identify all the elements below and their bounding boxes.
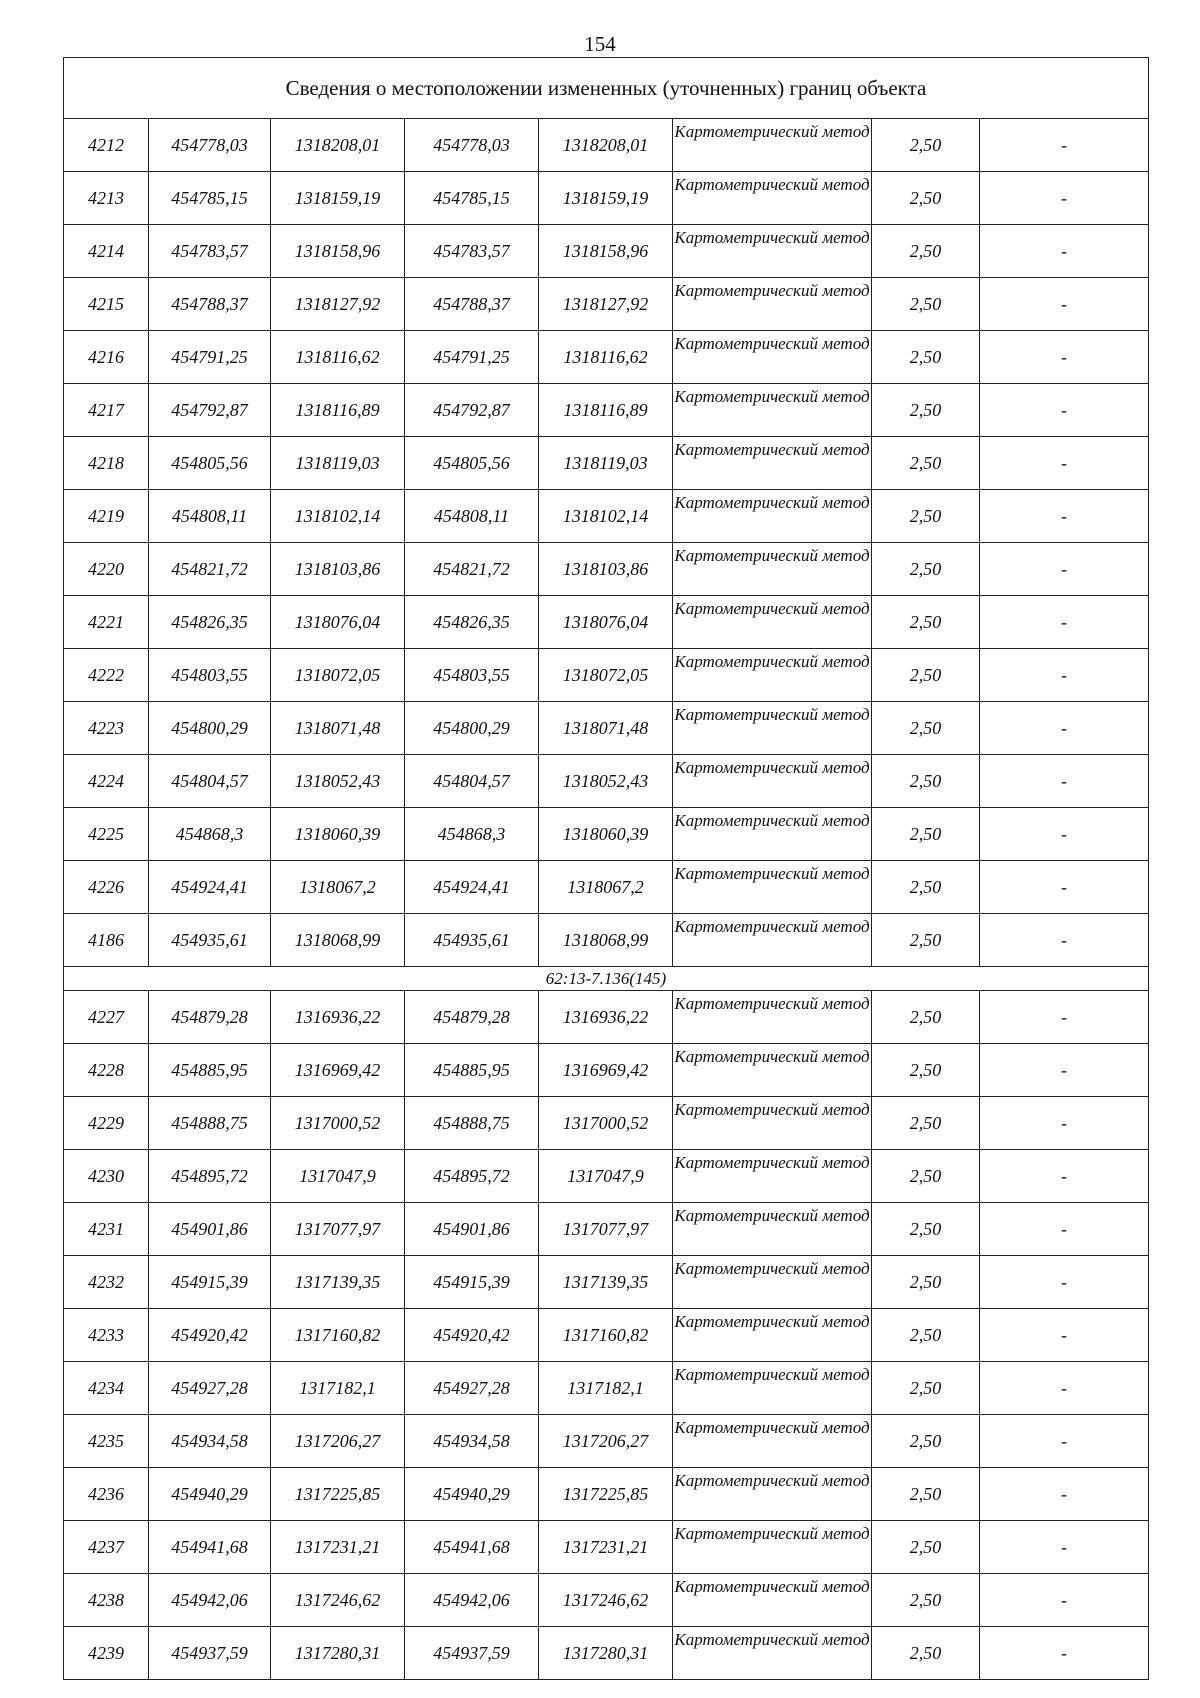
table-row xyxy=(64,1097,1149,1150)
description-cell: - xyxy=(980,1627,1149,1680)
method-cell: Картометрический метод xyxy=(673,1097,872,1150)
description-cell: - xyxy=(980,119,1149,172)
accuracy-cell: 2,50 xyxy=(872,1627,980,1680)
accuracy-cell: 2,50 xyxy=(872,991,980,1044)
method-cell: Картометрический метод xyxy=(673,914,872,967)
table-row xyxy=(64,1468,1149,1521)
method-cell: Картометрический метод xyxy=(673,702,872,755)
point-number-cell: 4223 xyxy=(64,702,149,755)
method-cell: Картометрический метод xyxy=(673,1574,872,1627)
y-refined-cell: 1318119,03 xyxy=(539,437,673,490)
x-existing-cell: 454868,3 xyxy=(149,808,271,861)
table-row xyxy=(64,1521,1149,1574)
accuracy-cell: 2,50 xyxy=(872,1521,980,1574)
method-cell: Картометрический метод xyxy=(673,331,872,384)
y-existing-cell: 1317225,85 xyxy=(271,1468,405,1521)
description-cell: - xyxy=(980,1150,1149,1203)
y-existing-cell: 1317231,21 xyxy=(271,1521,405,1574)
description-cell: - xyxy=(980,225,1149,278)
section-row xyxy=(64,967,1149,991)
y-existing-cell: 1318116,89 xyxy=(271,384,405,437)
table-row xyxy=(64,384,1149,437)
accuracy-cell: 2,50 xyxy=(872,861,980,914)
accuracy-cell: 2,50 xyxy=(872,172,980,225)
x-refined-cell: 454937,59 xyxy=(405,1627,539,1680)
accuracy-cell: 2,50 xyxy=(872,278,980,331)
accuracy-cell: 2,50 xyxy=(872,1468,980,1521)
table-row xyxy=(64,1203,1149,1256)
table-row xyxy=(64,1627,1149,1680)
x-existing-cell: 454804,57 xyxy=(149,755,271,808)
x-existing-cell: 454788,37 xyxy=(149,278,271,331)
x-existing-cell: 454915,39 xyxy=(149,1256,271,1309)
table-row xyxy=(64,172,1149,225)
y-refined-cell: 1318060,39 xyxy=(539,808,673,861)
y-refined-cell: 1316969,42 xyxy=(539,1044,673,1097)
point-number-cell: 4232 xyxy=(64,1256,149,1309)
y-refined-cell: 1317231,21 xyxy=(539,1521,673,1574)
table-row xyxy=(64,755,1149,808)
accuracy-cell: 2,50 xyxy=(872,1415,980,1468)
x-refined-cell: 454935,61 xyxy=(405,914,539,967)
x-refined-cell: 454885,95 xyxy=(405,1044,539,1097)
x-existing-cell: 454821,72 xyxy=(149,543,271,596)
y-existing-cell: 1318052,43 xyxy=(271,755,405,808)
x-existing-cell: 454934,58 xyxy=(149,1415,271,1468)
x-existing-cell: 454937,59 xyxy=(149,1627,271,1680)
table-row xyxy=(64,914,1149,967)
method-cell: Картометрический метод xyxy=(673,755,872,808)
table-title: Сведения о местоположении измененных (уточненных) границ объекта xyxy=(64,58,1149,119)
x-existing-cell: 454800,29 xyxy=(149,702,271,755)
method-cell: Картометрический метод xyxy=(673,1627,872,1680)
accuracy-cell: 2,50 xyxy=(872,596,980,649)
table-body xyxy=(64,58,1149,1680)
y-existing-cell: 1318102,14 xyxy=(271,490,405,543)
x-refined-cell: 454805,56 xyxy=(405,437,539,490)
description-cell: - xyxy=(980,649,1149,702)
accuracy-cell: 2,50 xyxy=(872,1044,980,1097)
y-refined-cell: 1317000,52 xyxy=(539,1097,673,1150)
method-cell: Картометрический метод xyxy=(673,1521,872,1574)
x-existing-cell: 454941,68 xyxy=(149,1521,271,1574)
x-refined-cell: 454785,15 xyxy=(405,172,539,225)
x-refined-cell: 454920,42 xyxy=(405,1309,539,1362)
table-row xyxy=(64,861,1149,914)
y-refined-cell: 1318127,92 xyxy=(539,278,673,331)
point-number-cell: 4231 xyxy=(64,1203,149,1256)
y-existing-cell: 1317246,62 xyxy=(271,1574,405,1627)
point-number-cell: 4230 xyxy=(64,1150,149,1203)
point-number-cell: 4226 xyxy=(64,861,149,914)
table-row xyxy=(64,1415,1149,1468)
method-cell: Картометрический метод xyxy=(673,225,872,278)
accuracy-cell: 2,50 xyxy=(872,437,980,490)
y-refined-cell: 1318071,48 xyxy=(539,702,673,755)
x-existing-cell: 454924,41 xyxy=(149,861,271,914)
description-cell: - xyxy=(980,755,1149,808)
table-title-row xyxy=(64,58,1149,119)
y-existing-cell: 1317280,31 xyxy=(271,1627,405,1680)
y-existing-cell: 1318116,62 xyxy=(271,331,405,384)
x-refined-cell: 454791,25 xyxy=(405,331,539,384)
point-number-cell: 4238 xyxy=(64,1574,149,1627)
table-row xyxy=(64,702,1149,755)
description-cell: - xyxy=(980,384,1149,437)
x-existing-cell: 454792,87 xyxy=(149,384,271,437)
description-cell: - xyxy=(980,1362,1149,1415)
method-cell: Картометрический метод xyxy=(673,1044,872,1097)
description-cell: - xyxy=(980,861,1149,914)
y-refined-cell: 1318103,86 xyxy=(539,543,673,596)
y-existing-cell: 1318072,05 xyxy=(271,649,405,702)
point-number-cell: 4227 xyxy=(64,991,149,1044)
y-existing-cell: 1318067,2 xyxy=(271,861,405,914)
y-refined-cell: 1318159,19 xyxy=(539,172,673,225)
description-cell: - xyxy=(980,596,1149,649)
section-label: 62:13-7.136(145) xyxy=(64,967,1149,991)
description-cell: - xyxy=(980,914,1149,967)
table-row xyxy=(64,278,1149,331)
table-row xyxy=(64,490,1149,543)
accuracy-cell: 2,50 xyxy=(872,384,980,437)
table-row xyxy=(64,119,1149,172)
description-cell: - xyxy=(980,1468,1149,1521)
x-refined-cell: 454800,29 xyxy=(405,702,539,755)
method-cell: Картометрический метод xyxy=(673,437,872,490)
y-existing-cell: 1316936,22 xyxy=(271,991,405,1044)
x-existing-cell: 454927,28 xyxy=(149,1362,271,1415)
method-cell: Картометрический метод xyxy=(673,1362,872,1415)
point-number-cell: 4236 xyxy=(64,1468,149,1521)
accuracy-cell: 2,50 xyxy=(872,1574,980,1627)
x-refined-cell: 454788,37 xyxy=(405,278,539,331)
description-cell: - xyxy=(980,1044,1149,1097)
point-number-cell: 4237 xyxy=(64,1521,149,1574)
x-refined-cell: 454803,55 xyxy=(405,649,539,702)
x-refined-cell: 454804,57 xyxy=(405,755,539,808)
method-cell: Картометрический метод xyxy=(673,490,872,543)
method-cell: Картометрический метод xyxy=(673,861,872,914)
y-existing-cell: 1317077,97 xyxy=(271,1203,405,1256)
point-number-cell: 4224 xyxy=(64,755,149,808)
y-refined-cell: 1318072,05 xyxy=(539,649,673,702)
method-cell: Картометрический метод xyxy=(673,808,872,861)
accuracy-cell: 2,50 xyxy=(872,649,980,702)
y-refined-cell: 1317139,35 xyxy=(539,1256,673,1309)
point-number-cell: 4222 xyxy=(64,649,149,702)
y-refined-cell: 1318052,43 xyxy=(539,755,673,808)
method-cell: Картометрический метод xyxy=(673,1203,872,1256)
x-existing-cell: 454901,86 xyxy=(149,1203,271,1256)
x-refined-cell: 454783,57 xyxy=(405,225,539,278)
point-number-cell: 4216 xyxy=(64,331,149,384)
point-number-cell: 4228 xyxy=(64,1044,149,1097)
x-existing-cell: 454826,35 xyxy=(149,596,271,649)
point-number-cell: 4239 xyxy=(64,1627,149,1680)
x-existing-cell: 454920,42 xyxy=(149,1309,271,1362)
description-cell: - xyxy=(980,1415,1149,1468)
point-number-cell: 4220 xyxy=(64,543,149,596)
method-cell: Картометрический метод xyxy=(673,1468,872,1521)
description-cell: - xyxy=(980,490,1149,543)
x-refined-cell: 454915,39 xyxy=(405,1256,539,1309)
accuracy-cell: 2,50 xyxy=(872,119,980,172)
accuracy-cell: 2,50 xyxy=(872,543,980,596)
x-existing-cell: 454895,72 xyxy=(149,1150,271,1203)
x-refined-cell: 454940,29 xyxy=(405,1468,539,1521)
point-number-cell: 4215 xyxy=(64,278,149,331)
y-existing-cell: 1318071,48 xyxy=(271,702,405,755)
method-cell: Картометрический метод xyxy=(673,543,872,596)
description-cell: - xyxy=(980,437,1149,490)
accuracy-cell: 2,50 xyxy=(872,808,980,861)
y-existing-cell: 1317206,27 xyxy=(271,1415,405,1468)
point-number-cell: 4229 xyxy=(64,1097,149,1150)
point-number-cell: 4212 xyxy=(64,119,149,172)
point-number-cell: 4221 xyxy=(64,596,149,649)
table-row xyxy=(64,808,1149,861)
description-cell: - xyxy=(980,991,1149,1044)
y-existing-cell: 1318076,04 xyxy=(271,596,405,649)
method-cell: Картометрический метод xyxy=(673,119,872,172)
y-existing-cell: 1317000,52 xyxy=(271,1097,405,1150)
y-existing-cell: 1318060,39 xyxy=(271,808,405,861)
x-existing-cell: 454805,56 xyxy=(149,437,271,490)
x-refined-cell: 454879,28 xyxy=(405,991,539,1044)
x-refined-cell: 454808,11 xyxy=(405,490,539,543)
method-cell: Картометрический метод xyxy=(673,991,872,1044)
table-row xyxy=(64,1150,1149,1203)
description-cell: - xyxy=(980,1574,1149,1627)
description-cell: - xyxy=(980,1256,1149,1309)
y-refined-cell: 1317280,31 xyxy=(539,1627,673,1680)
y-refined-cell: 1318116,89 xyxy=(539,384,673,437)
x-existing-cell: 454940,29 xyxy=(149,1468,271,1521)
point-number-cell: 4219 xyxy=(64,490,149,543)
accuracy-cell: 2,50 xyxy=(872,331,980,384)
table-row xyxy=(64,225,1149,278)
y-existing-cell: 1318208,01 xyxy=(271,119,405,172)
boundary-coordinates-table xyxy=(63,57,1149,1680)
point-number-cell: 4233 xyxy=(64,1309,149,1362)
point-number-cell: 4214 xyxy=(64,225,149,278)
y-refined-cell: 1318076,04 xyxy=(539,596,673,649)
y-refined-cell: 1318102,14 xyxy=(539,490,673,543)
y-existing-cell: 1317182,1 xyxy=(271,1362,405,1415)
point-number-cell: 4186 xyxy=(64,914,149,967)
accuracy-cell: 2,50 xyxy=(872,1256,980,1309)
y-refined-cell: 1318067,2 xyxy=(539,861,673,914)
method-cell: Картометрический метод xyxy=(673,649,872,702)
x-existing-cell: 454778,03 xyxy=(149,119,271,172)
x-refined-cell: 454868,3 xyxy=(405,808,539,861)
point-number-cell: 4235 xyxy=(64,1415,149,1468)
accuracy-cell: 2,50 xyxy=(872,755,980,808)
y-existing-cell: 1318158,96 xyxy=(271,225,405,278)
point-number-cell: 4234 xyxy=(64,1362,149,1415)
x-refined-cell: 454778,03 xyxy=(405,119,539,172)
x-refined-cell: 454826,35 xyxy=(405,596,539,649)
page-number: 154 xyxy=(584,32,616,56)
y-existing-cell: 1318103,86 xyxy=(271,543,405,596)
method-cell: Картометрический метод xyxy=(673,384,872,437)
y-existing-cell: 1318119,03 xyxy=(271,437,405,490)
y-refined-cell: 1318208,01 xyxy=(539,119,673,172)
description-cell: - xyxy=(980,1309,1149,1362)
table-row xyxy=(64,543,1149,596)
method-cell: Картометрический метод xyxy=(673,1415,872,1468)
x-existing-cell: 454942,06 xyxy=(149,1574,271,1627)
method-cell: Картометрический метод xyxy=(673,596,872,649)
x-refined-cell: 454924,41 xyxy=(405,861,539,914)
x-existing-cell: 454888,75 xyxy=(149,1097,271,1150)
table-row xyxy=(64,437,1149,490)
x-refined-cell: 454901,86 xyxy=(405,1203,539,1256)
table-row xyxy=(64,331,1149,384)
y-existing-cell: 1317047,9 xyxy=(271,1150,405,1203)
x-refined-cell: 454792,87 xyxy=(405,384,539,437)
table-row xyxy=(64,1362,1149,1415)
accuracy-cell: 2,50 xyxy=(872,225,980,278)
point-number-cell: 4225 xyxy=(64,808,149,861)
y-refined-cell: 1316936,22 xyxy=(539,991,673,1044)
x-refined-cell: 454895,72 xyxy=(405,1150,539,1203)
y-refined-cell: 1317225,85 xyxy=(539,1468,673,1521)
description-cell: - xyxy=(980,1521,1149,1574)
method-cell: Картометрический метод xyxy=(673,172,872,225)
method-cell: Картометрический метод xyxy=(673,1150,872,1203)
y-existing-cell: 1318127,92 xyxy=(271,278,405,331)
description-cell: - xyxy=(980,331,1149,384)
x-existing-cell: 454885,95 xyxy=(149,1044,271,1097)
y-existing-cell: 1316969,42 xyxy=(271,1044,405,1097)
table-row xyxy=(64,1044,1149,1097)
method-cell: Картометрический метод xyxy=(673,1256,872,1309)
accuracy-cell: 2,50 xyxy=(872,490,980,543)
y-refined-cell: 1317047,9 xyxy=(539,1150,673,1203)
x-refined-cell: 454888,75 xyxy=(405,1097,539,1150)
table-row xyxy=(64,649,1149,702)
method-cell: Картометрический метод xyxy=(673,278,872,331)
x-refined-cell: 454927,28 xyxy=(405,1362,539,1415)
accuracy-cell: 2,50 xyxy=(872,1203,980,1256)
x-refined-cell: 454934,58 xyxy=(405,1415,539,1468)
description-cell: - xyxy=(980,1203,1149,1256)
method-cell: Картометрический метод xyxy=(673,1309,872,1362)
y-refined-cell: 1317077,97 xyxy=(539,1203,673,1256)
y-existing-cell: 1317139,35 xyxy=(271,1256,405,1309)
table-row xyxy=(64,1574,1149,1627)
x-refined-cell: 454942,06 xyxy=(405,1574,539,1627)
accuracy-cell: 2,50 xyxy=(872,1097,980,1150)
x-existing-cell: 454785,15 xyxy=(149,172,271,225)
x-refined-cell: 454941,68 xyxy=(405,1521,539,1574)
accuracy-cell: 2,50 xyxy=(872,1362,980,1415)
table-row xyxy=(64,1256,1149,1309)
accuracy-cell: 2,50 xyxy=(872,1150,980,1203)
description-cell: - xyxy=(980,1097,1149,1150)
accuracy-cell: 2,50 xyxy=(872,914,980,967)
x-existing-cell: 454803,55 xyxy=(149,649,271,702)
y-refined-cell: 1318068,99 xyxy=(539,914,673,967)
description-cell: - xyxy=(980,172,1149,225)
y-refined-cell: 1318158,96 xyxy=(539,225,673,278)
table-row xyxy=(64,991,1149,1044)
y-refined-cell: 1317206,27 xyxy=(539,1415,673,1468)
accuracy-cell: 2,50 xyxy=(872,702,980,755)
description-cell: - xyxy=(980,543,1149,596)
point-number-cell: 4218 xyxy=(64,437,149,490)
point-number-cell: 4217 xyxy=(64,384,149,437)
y-existing-cell: 1318068,99 xyxy=(271,914,405,967)
x-existing-cell: 454791,25 xyxy=(149,331,271,384)
x-existing-cell: 454879,28 xyxy=(149,991,271,1044)
x-existing-cell: 454808,11 xyxy=(149,490,271,543)
y-refined-cell: 1317182,1 xyxy=(539,1362,673,1415)
y-existing-cell: 1318159,19 xyxy=(271,172,405,225)
description-cell: - xyxy=(980,278,1149,331)
point-number-cell: 4213 xyxy=(64,172,149,225)
y-refined-cell: 1318116,62 xyxy=(539,331,673,384)
accuracy-cell: 2,50 xyxy=(872,1309,980,1362)
y-refined-cell: 1317246,62 xyxy=(539,1574,673,1627)
y-refined-cell: 1317160,82 xyxy=(539,1309,673,1362)
y-existing-cell: 1317160,82 xyxy=(271,1309,405,1362)
x-refined-cell: 454821,72 xyxy=(405,543,539,596)
description-cell: - xyxy=(980,808,1149,861)
table-row xyxy=(64,596,1149,649)
x-existing-cell: 454935,61 xyxy=(149,914,271,967)
description-cell: - xyxy=(980,702,1149,755)
table-row xyxy=(64,1309,1149,1362)
x-existing-cell: 454783,57 xyxy=(149,225,271,278)
